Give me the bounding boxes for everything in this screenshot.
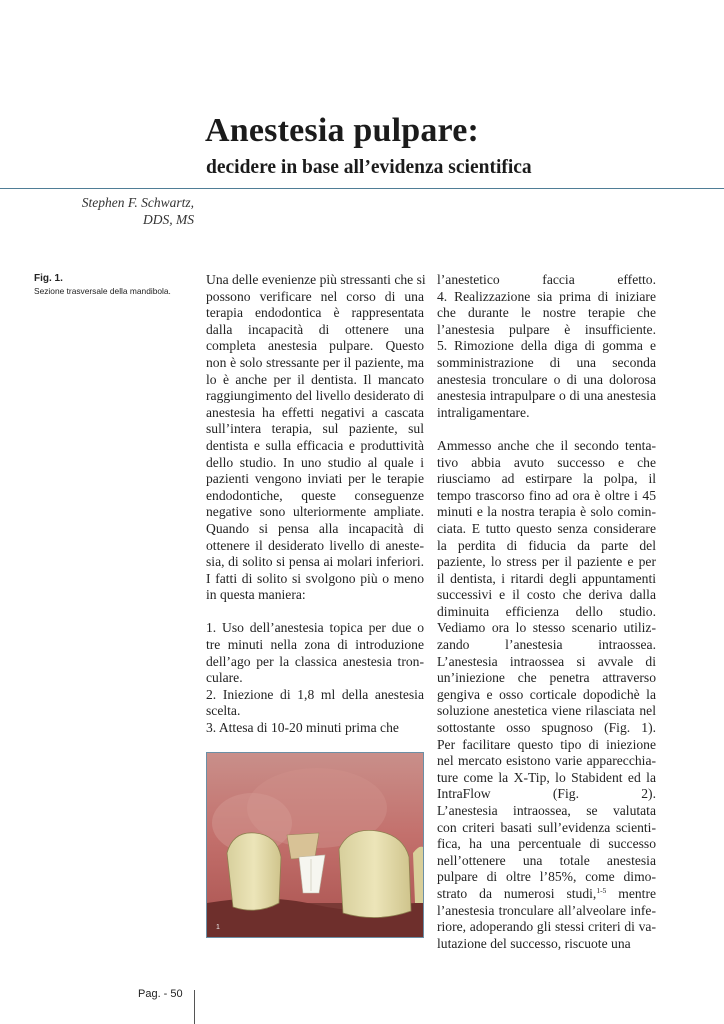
- column1-line: [206, 438, 424, 455]
- left-tooth: [227, 833, 281, 910]
- column2-line: [437, 753, 656, 770]
- column2-line: [437, 488, 656, 505]
- column1-line: [206, 720, 424, 737]
- column1-line: [206, 405, 424, 422]
- line-text: successivi e il costo che deriva dalla: [437, 587, 656, 603]
- line-text: lo è anche per il dentista. Il mancato: [206, 371, 424, 387]
- line-text: Ammesso anche che il secondo tenta-: [437, 437, 656, 453]
- perforator-device: [287, 833, 319, 859]
- line-text: dentista e sulla efficacia e produttività: [206, 437, 424, 453]
- line-text: strato da numerosi studi,: [437, 885, 597, 901]
- column2-line: [437, 504, 656, 521]
- line-text: riusciamo ad estirpare la polpa, il: [437, 471, 656, 487]
- line-text: 4. Realizzazione sia prima di iniziare: [437, 288, 656, 304]
- line-text: gengiva e osso corticale dopodichè la: [437, 686, 656, 702]
- column2-line: [437, 438, 656, 455]
- column2-line: [437, 388, 656, 405]
- body-column-2: [437, 272, 656, 952]
- column1-line: [206, 388, 424, 405]
- column2-line: [437, 554, 656, 571]
- line-text: pulpare di oltre l’85%, come dimo-: [437, 869, 656, 885]
- column2-line: [437, 803, 656, 820]
- column1-line: [206, 338, 424, 355]
- column1-line: [206, 654, 424, 671]
- column2-line: [437, 919, 656, 936]
- line-text: diminuita efficienza dello studio.: [437, 603, 656, 619]
- line-text: anestesia ha effetti negativi a cascata: [206, 404, 424, 420]
- line-text: con criteri basati sull’evidenza scienti-: [437, 819, 656, 835]
- column2-line: [437, 903, 656, 920]
- column2-line: [437, 836, 656, 853]
- column1-line: [206, 554, 424, 571]
- line-text: l’anestetico faccia effetto.: [437, 272, 656, 287]
- paragraph-gap: [206, 604, 424, 621]
- line-text: riore, adoperando gli stessi criteri di va-: [437, 919, 656, 935]
- line-text: 2. Iniezione di 1,8 ml della anestesia: [206, 686, 424, 702]
- column1-line: [206, 322, 424, 339]
- column1-line: [206, 305, 424, 322]
- line-text: intraligamentare.: [437, 404, 530, 420]
- column2-line: [437, 355, 656, 372]
- line-text: soluzione anestetica viene rilasciata nel: [437, 703, 656, 719]
- line-text: culare.: [206, 670, 243, 686]
- column1-line: [206, 637, 424, 654]
- column2-line: [437, 670, 656, 687]
- line-text: ture come la X-Tip, lo Stabident ed la: [437, 769, 656, 785]
- column1-line: [206, 355, 424, 372]
- line-text: I fatti di solito si svolgono più o meno: [206, 570, 424, 586]
- column2-line: [437, 869, 656, 886]
- line-text: 1. Uso dell’anestesia topica per due o: [206, 620, 424, 636]
- figure-number: 1: [216, 924, 220, 931]
- column2-line: [437, 620, 656, 637]
- line-text: nel mercato esistono varie apparecchia-: [437, 753, 656, 769]
- line-text: somministrazione di una seconda: [437, 354, 656, 370]
- right-tooth: [339, 830, 411, 917]
- column1-line: [206, 571, 424, 588]
- column2-line: [437, 538, 656, 555]
- line-text: Quando si pensa alla incapacità di: [206, 520, 424, 536]
- column2-line: [437, 703, 656, 720]
- column2-line: [437, 820, 656, 837]
- line-text: pazienti vengono inviati per le terapie: [206, 471, 424, 487]
- line-text: ciata. E tutto questo senza considerare: [437, 520, 656, 536]
- column2-line: [437, 720, 656, 737]
- column1-line: [206, 670, 424, 687]
- line-text: il dentista, i ritardi degli appuntamenti: [437, 570, 656, 586]
- author-block: [82, 194, 194, 228]
- column2-line: [437, 305, 656, 322]
- citation-superscript: 1-5: [596, 885, 607, 895]
- column2-line: [437, 322, 656, 339]
- column1-line: [206, 471, 424, 488]
- line-text: Vediamo ora lo stesso scenario utiliz-: [437, 620, 656, 636]
- line-text: raggiungimento del livello desiderato di: [206, 388, 424, 404]
- column2-line: [437, 604, 656, 621]
- line-text: l’anestesia tronculare all’alveolare infe-: [437, 902, 656, 918]
- line-text: tre minuti nella zona di introduzione: [206, 637, 424, 653]
- line-text: Una delle evenienze più stressanti che si: [206, 272, 426, 287]
- line-text: zando l’anestesia intraossea.: [437, 637, 656, 653]
- column2-line: [437, 571, 656, 588]
- line-text: che durante le nostre terapie che: [437, 305, 656, 321]
- column2-line: [437, 521, 656, 538]
- line-text: in questa maniera:: [206, 587, 306, 603]
- page-number: Pag. - 50: [138, 988, 183, 1000]
- column2-line: [437, 637, 656, 654]
- column2-line: [437, 936, 656, 953]
- line-text: dello studio. In uno studio al quale i: [206, 454, 424, 470]
- line-text: sia, di solito si pensa ai molari inferiori.: [206, 554, 424, 570]
- line-text: L’anestesia intraossea, se valutata: [437, 803, 656, 818]
- column1-line: [206, 703, 424, 720]
- column1-line: [206, 421, 424, 438]
- line-text: minuti e la nostra terapia è solo comin-: [437, 504, 656, 520]
- line-text: fica, ha una percentuale di successo: [437, 836, 656, 852]
- column2-line: [437, 455, 656, 472]
- column2-line: [437, 587, 656, 604]
- line-text: negative sono ulteriormente ampliate.: [206, 504, 424, 520]
- line-text: tempo trascorso fino ad ora è oltre i 45: [437, 487, 656, 503]
- column1-line: [206, 521, 424, 538]
- column1-line: [206, 372, 424, 389]
- line-text: L’anestesia intraossea si avvale di: [437, 653, 656, 669]
- column2-line: [437, 471, 656, 488]
- body-column-1: [206, 272, 424, 737]
- line-text: ottenere il desiderato livello di aneste-: [206, 537, 424, 553]
- column1-line: [206, 504, 424, 521]
- line-text: lutazione del successo, riscuote una: [437, 935, 631, 951]
- line-text: non è solo stressante per il paziente, ma: [206, 354, 424, 370]
- author-name: Stephen F. Schwartz,: [81, 195, 194, 210]
- column2-line: [437, 289, 656, 306]
- column2-line: [437, 405, 656, 422]
- line-text: anestesia tronculare o di una dolorosa: [437, 371, 656, 387]
- column2-line: [437, 886, 656, 903]
- line-text: 5. Rimozione della diga di gomma e: [437, 338, 656, 354]
- line-text: nell’ottenere una totale anestesia: [437, 852, 656, 868]
- line-text: un’iniezione che penetra attraverso: [437, 670, 656, 686]
- line-text: tivo abbia avuto successo e che: [437, 454, 656, 470]
- column1-line: [206, 289, 424, 306]
- line-text: possono verificare nel corso di una: [206, 288, 424, 304]
- line-text: endodontiche, queste conseguenze: [206, 487, 424, 503]
- line-text: la perdita di fiducia da parte del: [437, 537, 656, 553]
- column1-line: [206, 272, 424, 289]
- column2-line: [437, 737, 656, 754]
- line-text: scelta.: [206, 703, 241, 719]
- line-text-continued: mentre: [606, 885, 657, 901]
- line-text: terapia endodontica è rappresentata: [206, 305, 424, 321]
- line-text: completa anestesia pulpare. Questo: [206, 338, 424, 354]
- line-text: Per facilitare questo tipo di iniezione: [437, 736, 656, 752]
- line-text: sottostante osso spugnoso (Fig. 1).: [437, 720, 656, 736]
- line-text: dell’ago per la classica anestesia tron-: [206, 653, 424, 669]
- line-text: dalla incapacità di ottenere una: [206, 321, 424, 337]
- line-text: sull’intera terapia, sul paziente, sul: [206, 421, 424, 437]
- article-subtitle: decidere in base all’evidenza scientifica: [206, 157, 532, 178]
- column2-line: [437, 654, 656, 671]
- column1-line: [206, 488, 424, 505]
- figure-photo: [206, 752, 424, 938]
- header-rule: [0, 188, 724, 189]
- column2-line: [437, 770, 656, 787]
- line-text: l’anestesia pulpare è insufficiente.: [437, 321, 656, 337]
- line-text: 3. Attesa di 10-20 minuti prima che: [206, 720, 399, 736]
- column1-line: [206, 587, 424, 604]
- line-text: paziente, lo stress per il paziente e per: [437, 554, 656, 570]
- column2-line: [437, 687, 656, 704]
- column2-line: [437, 272, 656, 289]
- paragraph-gap: [437, 421, 656, 438]
- column1-line: [206, 687, 424, 704]
- page-divider: [194, 990, 195, 1024]
- column2-line: [437, 853, 656, 870]
- column2-line: [437, 372, 656, 389]
- figure-label: Fig. 1.: [34, 273, 63, 284]
- line-text: anestesia intrapulpare o di una anestesia: [437, 388, 656, 404]
- author-degrees: DDS, MS: [143, 212, 194, 227]
- column1-line: [206, 538, 424, 555]
- column2-line: [437, 338, 656, 355]
- article-title: Anestesia pulpare:: [205, 112, 480, 149]
- line-text: IntraFlow (Fig. 2).: [437, 786, 656, 802]
- column1-line: [206, 455, 424, 472]
- figure-caption: Sezione trasversale della mandibola.: [34, 286, 171, 296]
- column2-line: [437, 786, 656, 803]
- column1-line: [206, 620, 424, 637]
